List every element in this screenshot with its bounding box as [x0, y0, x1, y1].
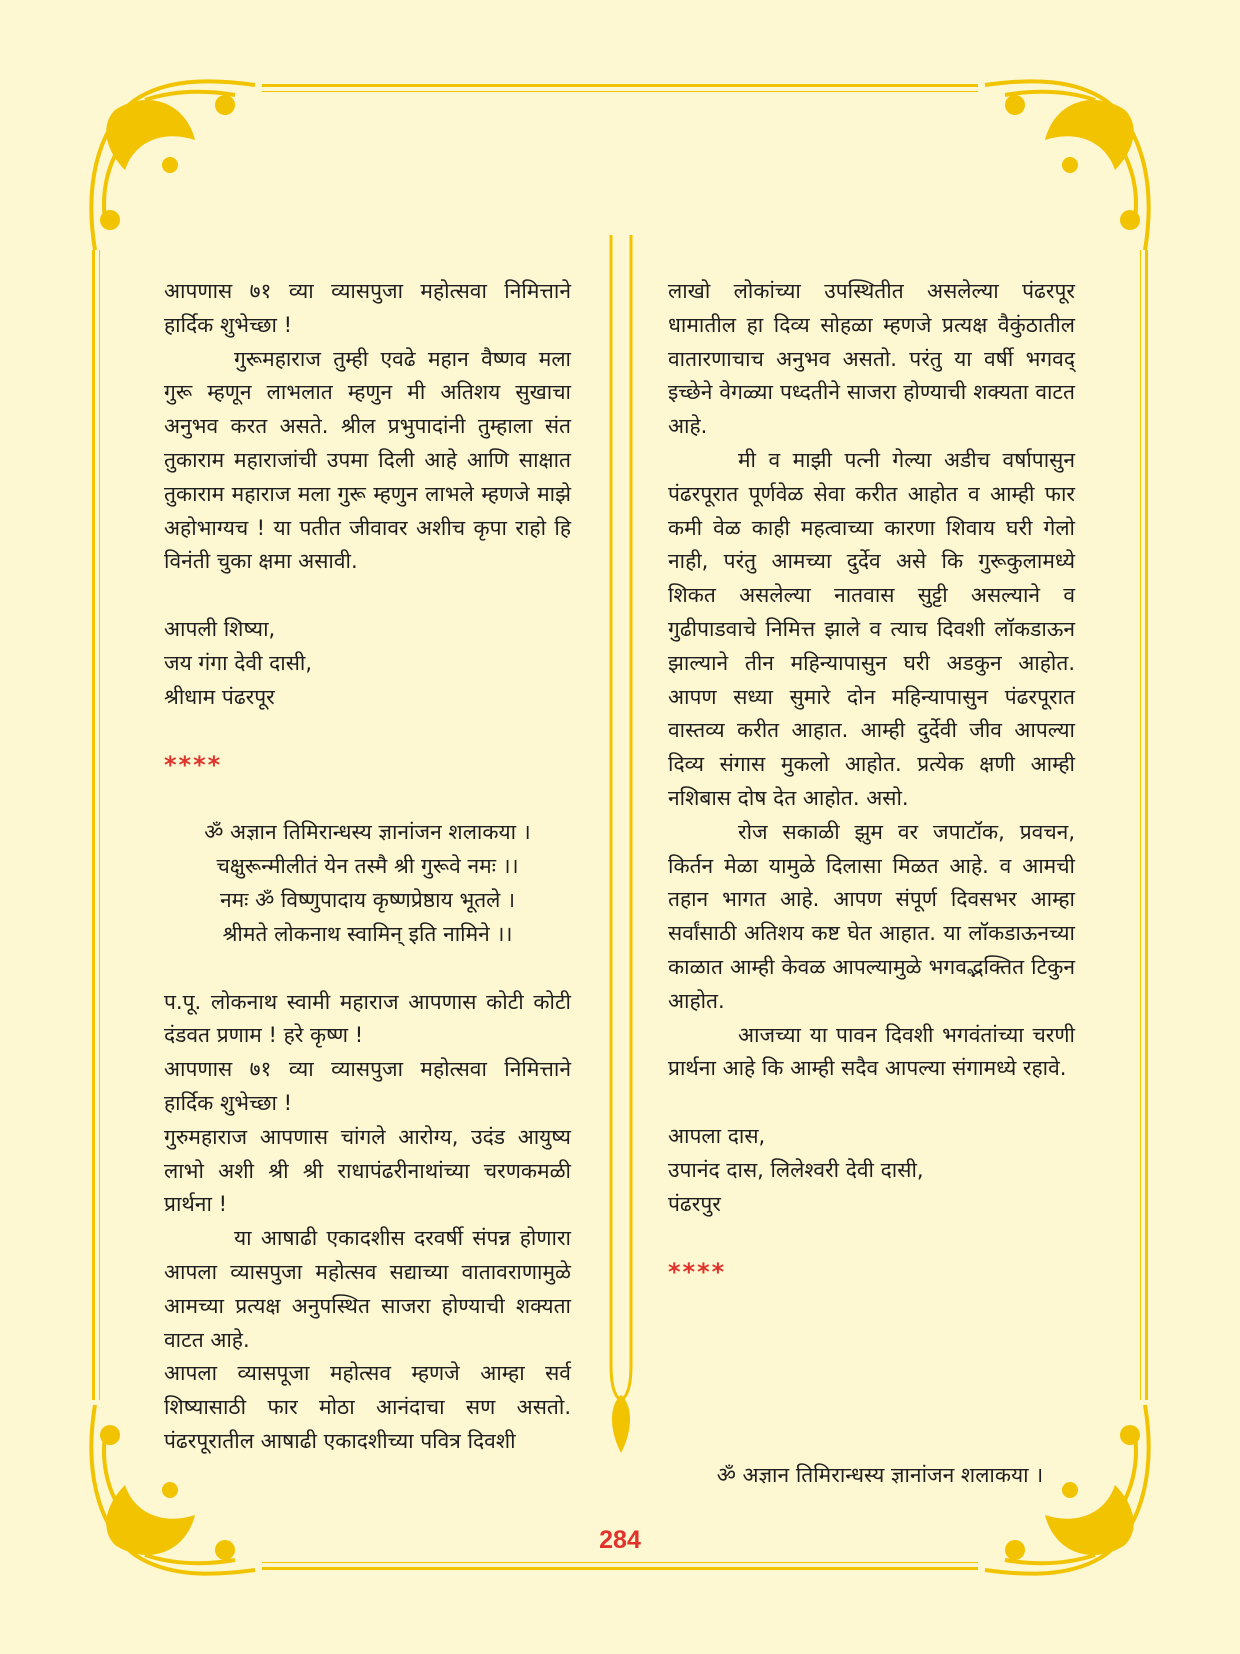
left-signature-line-2: जय गंगा देवी दासी, — [164, 650, 313, 675]
corner-ornament-bottom-right — [975, 1395, 1165, 1585]
left-stars-separator: **** — [164, 750, 223, 779]
left-paragraph-prayer: गुरुमहाराज आपणास चांगले आरोग्य, उदंड आयुष्य लाभो अशी श्री श्री राधापंढरीनाथांच्या चरणकमळी प्रार्थना ! — [164, 1124, 571, 1217]
column-divider-tilak — [607, 235, 635, 1455]
verse-line-1: ॐ अज्ञान तिमिरान्धस्य ज्ञानांजन शलाकया । — [204, 820, 531, 845]
left-paragraph-festival: आपला व्यासपूजा महोत्सव म्हणजे आम्हा सर्व शिष्यासाठी फार मोठा आनंदाचा सण असतो. पंढरपूरातील आषाढी एकादशीच्या पवित्र दिवशी — [164, 1361, 571, 1453]
corner-ornament-top-left — [75, 70, 265, 260]
left-column — [164, 275, 571, 1459]
verse-line-3: नमः ॐ विष्णुपादाय कृष्णप्रेष्ठाय भूतले । — [219, 887, 516, 912]
right-signature-line-3: पंढरपुर — [668, 1191, 721, 1216]
bottom-verse-line: ॐ अज्ञान तिमिरान्धस्य ज्ञानांजन शलाकया । — [716, 1463, 1044, 1487]
right-stars-separator: **** — [668, 1257, 727, 1286]
frame-top-line — [262, 84, 978, 87]
right-column — [668, 275, 1075, 1289]
right-signature-line-1: आपला दास, — [668, 1124, 766, 1149]
corner-ornament-top-right — [975, 70, 1165, 260]
right-paragraph-prayer: आजच्या या पावन दिवशी भगवंतांच्या चरणी प्रार्थना आहे कि आम्ही सदैव आपल्या संगामध्ये रहावे. — [668, 1022, 1075, 1081]
verse-line-4: श्रीमते लोकनाथ स्वामिन् इति नामिने ।। — [222, 921, 513, 946]
frame-bottom-line-thin — [262, 1562, 978, 1563]
left-paragraph-ekadashi: या आषाढी एकादशीस दरवर्षी संपन्न होणारा आपला व्यासपुजा महोत्सव सद्याच्या वातावराणामुळे आमच्या प्रत्यक्ष अनुपस्थित साजरा होण्याची शक्यता वाटत आहे. — [164, 1226, 571, 1352]
frame-left-line — [92, 250, 95, 1400]
right-paragraph-dham: लाखो लोकांच्या उपस्थितीत असलेल्या पंढरपूर धामातील हा दिव्य सोहळा म्हणजे प्रत्यक्ष वैकुंठातील वातारणाचाच अनुभव असतो. परंतु या वर्षी भगवद् इच्छेने वेगळ्या पध्दतीने साजरा होण्याची शक्यता वाटत आहे. — [668, 279, 1075, 439]
right-signature-line-2: उपानंद दास, लिलेश्वरी देवी दासी, — [668, 1157, 924, 1182]
left-paragraph-gratitude: गुरूमहाराज तुम्ही एवढे महान वैष्णव मला गुरू म्हणून लाभलात म्हणुन मी अतिशय सुखाचा अनुभव करत असते. श्रील प्रभुपादांनी तुम्हाला संत तुकाराम महाराजांची उपमा दिली आहे आणि साक्षात तुकाराम महाराज मला गुरू म्हणुन लाभले म्हणजे माझे अहोभाग्यच ! या पतीत जीवावर अशीच कृपा राहो हि विनंती चुका क्षमा असावी. — [164, 346, 571, 574]
page-number: 284 — [599, 1526, 641, 1554]
frame-top-line-thin — [262, 91, 978, 92]
right-paragraph-zoom: रोज सकाळी झुम वर जपाटॉक, प्रवचन, किर्तन मेळा यामुळे दिलासा मिळत आहे. व आमची तहान भागत आहे. आपण संपूर्ण दिवसभर आम्हा सर्वांसाठी अतिशय कष्ट घेत आहात. या लॉकडाऊनच्या काळात आम्ही केवळ आपल्यामुळे भगवद्भक्तित टिकुन आहोत. — [668, 819, 1075, 1013]
frame-right-line-thin — [1140, 250, 1141, 1400]
left-paragraph-greeting: आपणास ७१ व्या व्यासपुजा महोत्सवा निमित्ताने हार्दिक शुभेच्छा ! — [164, 279, 571, 337]
left-paragraph-greeting-2: आपणास ७१ व्या व्यासपुजा महोत्सवा निमित्ताने हार्दिक शुभेच्छा ! — [164, 1057, 571, 1115]
frame-right-line — [1145, 250, 1148, 1400]
left-signature-line-1: आपली शिष्या, — [164, 617, 276, 642]
left-signature-line-3: श्रीधाम पंढरपूर — [164, 684, 275, 709]
frame-bottom-line — [262, 1567, 978, 1570]
verse-line-2: चक्षुरून्मीलीतं येन तस्मै श्री गुरूवे नमः ।। — [216, 854, 519, 879]
left-paragraph-obeisances: प.पू. लोकनाथ स्वामी महाराज आपणास कोटी कोटी दंडवत प्रणाम ! हरे कृष्ण ! — [164, 989, 571, 1048]
frame-left-line-thin — [99, 250, 100, 1400]
right-paragraph-service: मी व माझी पत्नी गेल्या अडीच वर्षापासुन पंढरपूरात पूर्णवेळ सेवा करीत आहोत व आम्ही फार कमी वेळ काही महत्वाच्या कारणा शिवाय घरी गेलो नाही, परंतु आमच्या दुर्देव असे कि गुरूकुलामध्ये शिकत असलेल्या नातवास सुट्टी असल्याने व गुढीपाडवाचे निमित्त झाले व त्याच दिवशी लॉकडाऊन झाल्याने तीन महिन्यापासुन घरी अडकुन आहोत. आपण सध्या सुमारे दोन महिन्यापासुन पंढरपूरात वास्तव्य करीत आहात. आम्ही दुर्देवी जीव आपल्या दिव्य संगास मुकलो आहोत. प्रत्येक क्षणी आम्ही नशिबास दोष देत आहोत. असो. — [668, 447, 1075, 810]
